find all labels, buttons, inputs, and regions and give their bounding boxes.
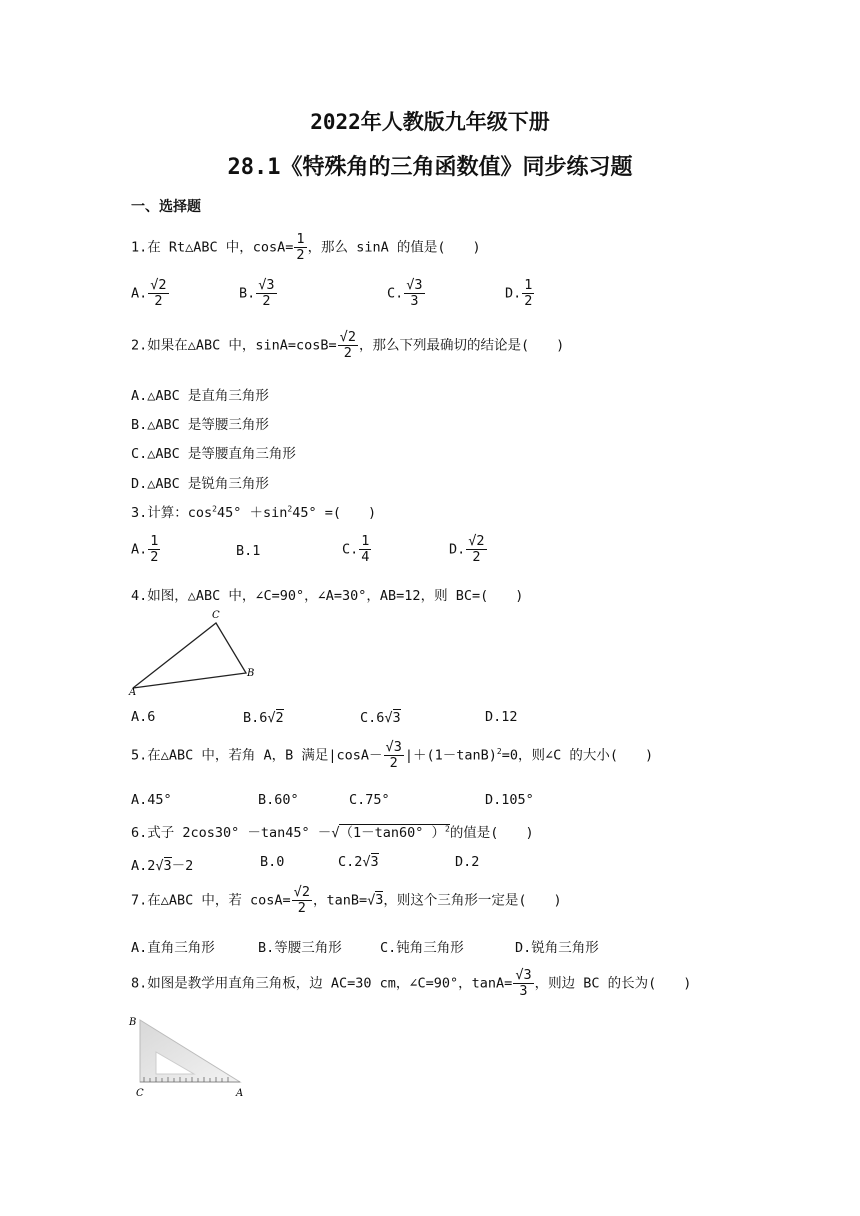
q5-option-b: B.60° — [258, 792, 299, 808]
q4-option-b: B.6√2 — [243, 710, 284, 726]
q5-option-d: D.105° — [485, 792, 534, 808]
label-a: A — [236, 1088, 244, 1099]
q7-option-c: C.钝角三角形 — [380, 940, 464, 956]
q6-option-b: B.0 — [260, 854, 285, 870]
q2-option-b: B.△ABC 是等腰三角形 — [131, 417, 269, 433]
q1-option-d: D. $\frac{1}{2}$ — [505, 277, 533, 309]
q2-option-c: C.△ABC 是等腰直角三角形 — [131, 446, 296, 462]
q7-option-a: A.直角三角形 — [131, 940, 215, 956]
label-c: C — [136, 1088, 144, 1099]
label-a: A — [129, 687, 137, 696]
title-line-1: 2022年人教版九年级下册 — [310, 110, 550, 134]
q5-option-a: A.45° — [131, 792, 172, 808]
q1-option-c: C. $\frac{√3}{3}$ — [387, 277, 423, 309]
question-5: 5.在△ABC 中，若角 A，B 满足|cosA－ $\frac{√3}{2}$ $|+(1-\tan B)^2=0$，则∠C 的大小( ) — [131, 739, 654, 771]
section-heading: 一、选择题 — [131, 199, 201, 215]
q3-option-a: A. $\frac{1}{2}$ — [131, 533, 159, 565]
question-8: 8.如图是教学用直角三角板，边 AC=30 cm，∠C=90°，tanA= $\frac{√3}{3}$ ，则边 BC 的长为( ) — [131, 967, 692, 999]
question-3: 3.计算：$\cos^245^\circ +\sin^245^\circ$ =( ) — [131, 504, 377, 521]
question-1: 1.在 Rt△ABC 中，cosA= $\frac{1}{2}$ ，那么 sinA 的值是( ) — [131, 231, 481, 263]
q4-option-c: C.6√3 — [360, 710, 401, 726]
q1-option-a: A. $\frac{√2}{2}$ — [131, 277, 167, 309]
q5-option-c: C.75° — [349, 792, 390, 808]
q2-option-a: A.△ABC 是直角三角形 — [131, 388, 269, 404]
triangle-figure — [128, 606, 263, 696]
q7-option-b: B.等腰三角形 — [258, 940, 342, 956]
title-line-2: 28.1《特殊角的三角函数值》同步练习题 — [227, 155, 633, 180]
question-2: 2.如果在△ABC 中，sinA=cosB= $\frac{√2}{2}$ ，那么下列最确切的结论是( ) — [131, 329, 565, 361]
fraction: $\frac{1}{2}$ — [296, 231, 305, 263]
label-c: C — [212, 610, 220, 621]
question-6: 6.式子 2cos30° －tan45° －√（1－tan60° ）$^2$的值是( ) — [131, 824, 534, 841]
q4-option-a: A.6 — [131, 709, 156, 725]
label-b: B — [129, 1017, 137, 1028]
question-7: 7.在△ABC 中，若 cosA= $\frac{√2}{2}$ ，tanB=√3，则这个三角形一定是( ) — [131, 884, 562, 916]
set-square-figure — [128, 1012, 250, 1102]
q6-option-c: C.2√3 — [338, 854, 379, 870]
label-b: B — [247, 668, 255, 679]
q3-option-b: B.1 — [236, 543, 261, 559]
q6-option-d: D.2 — [455, 854, 480, 870]
q2-option-d: D.△ABC 是锐角三角形 — [131, 476, 269, 492]
question-4: 4.如图，△ABC 中，∠C=90°，∠A=30°，AB=12，则 BC=( ) — [131, 588, 524, 604]
q7-option-d: D.锐角三角形 — [515, 940, 599, 956]
q3-option-c: C. $\frac{1}{4}$ — [342, 533, 370, 565]
q3-option-d: D. $\frac{√2}{2}$ — [449, 533, 485, 565]
q1-option-b: B. $\frac{√3}{2}$ — [239, 277, 275, 309]
q6-option-a: A.2√3－2 — [131, 858, 194, 874]
q4-option-d: D.12 — [485, 709, 518, 725]
